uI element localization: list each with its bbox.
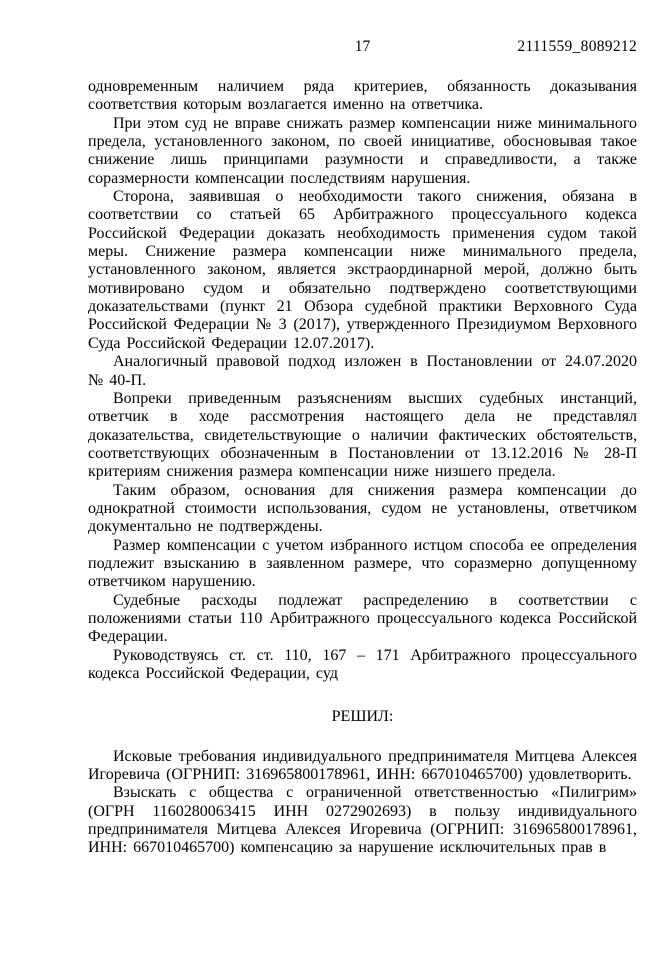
paragraph: Таким образом, основания для снижения размера компенсации до однократной стоимости использования, судом не установлены, ответчиком документально не подтверждены. [88, 481, 637, 536]
resolution-heading: РЕШИЛ: [331, 708, 394, 726]
paragraph: Аналогичный правовой подход изложен в Постановлении от 24.07.2020 № 40-П. [88, 353, 637, 389]
paragraph: Исковые требования индивидуального предпринимателя Митцева Алексея Игоревича (ОГРНИП: 316965800178961, ИНН: 667010465700) удовлетворить. [88, 747, 637, 784]
page-number: 17 [354, 38, 371, 55]
paragraph: Размер компенсации с учетом избранного истцом способа ее определения подлежит взысканию в заявленном размере, что соразмерно допущенному ответчиком нарушению. [88, 536, 637, 591]
document-id: 2111559_8089212 [517, 38, 637, 55]
paragraph: Вопреки приведенным разъяснениям высших судебных инстанций, ответчик в ходе рассмотрения настоящего дела не представлял доказательства, свидетельствующие о наличии фактических обстоятельств, соответствующих обозначенным в Постановлении от 13.12.2016 № 28-П критериям снижения размера компенсации ниже низшего предела. [88, 389, 637, 481]
paragraph: Сторона, заявившая о необходимости такого снижения, обязана в соответствии со статьей 65 Арбитражного процессуального кодекса Российской Федерации доказать необходимость применения судом такой меры. Снижение размера компенсации ниже минимального предела, установленного законом, является экстраординарной мерой, должно быть мотивировано судом и обязательно подтверждено соответствующими доказательствами (пункт 21 Обзора судебной практики Верховного Суда Российской Федерации № 3 (2017), утвержденного Президиумом Верховного Суда Российской Федерации 12.07.2017). [88, 188, 637, 352]
paragraph: Руководствуясь ст. ст. 110, 167 – 171 Арбитражного процессуального кодекса Российской Федерации, суд [88, 646, 637, 682]
paragraph: При этом суд не вправе снижать размер компенсации ниже минимального предела, установленного законом, по своей инициативе, обосновывая такое снижение лишь принципами разумности и справедливости, а также соразмерности компенсации последствиям нарушения. [88, 114, 637, 187]
document-body [88, 78, 637, 858]
page-header [88, 38, 637, 56]
paragraph: Судебные расходы подлежат распределению в соответствии с положениями статьи 110 Арбитражного процессуального кодекса Российской Федерации. [88, 591, 637, 646]
paragraph: Взыскать с общества с ограниченной ответственностью «Пилигрим» (ОГРН 1160280063415 ИНН 0272902693) в пользу индивидуального предпринимателя Митцева Алексея Игоревича (ОГРНИП: 316965800178961, ИНН: 667010465700) компенсацию за нарушение исключительных прав в [88, 784, 637, 857]
paragraph-continuation: одновременным наличием ряда критериев, обязанность доказывания соответствия которым возлагается именно на ответчика. [88, 78, 637, 114]
